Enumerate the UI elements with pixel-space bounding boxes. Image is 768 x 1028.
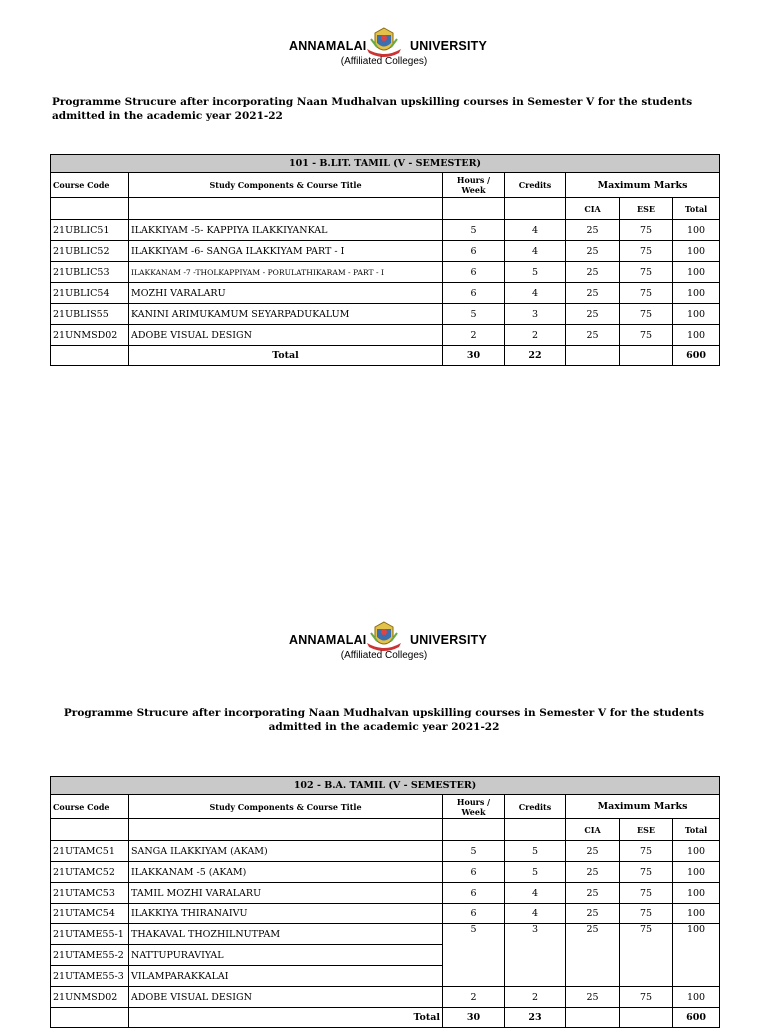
university-emblem-icon — [365, 619, 403, 653]
header-course-title: Study Components & Course Title — [129, 173, 443, 198]
total-blank — [51, 1008, 129, 1028]
affiliated-colleges-label: (Affiliated Colleges) — [340, 650, 428, 661]
header-credits: Credits — [505, 795, 566, 819]
course-cia: 25 — [566, 241, 620, 262]
subheader-blank — [129, 198, 443, 220]
course-code: 21UTAMC54 — [51, 904, 129, 924]
course-hours: 6 — [443, 283, 505, 304]
course-table-1 — [50, 154, 720, 366]
course-credits: 5 — [505, 841, 566, 862]
course-title: ILAKKIYA THIRANAIVU — [129, 904, 443, 924]
header-ese: ESE — [620, 819, 673, 841]
course-cia: 25 — [566, 987, 620, 1008]
table-row — [51, 304, 720, 325]
course-code: 21UNMSD02 — [51, 987, 129, 1008]
course-code: 21UNMSD02 — [51, 325, 129, 346]
course-code: 21UTAME55-3 — [51, 966, 129, 987]
total-blank — [566, 1008, 620, 1028]
total-blank — [620, 1008, 673, 1028]
course-total: 100 — [673, 904, 720, 924]
table-row — [51, 841, 720, 862]
course-hours: 2 — [443, 325, 505, 346]
header-course-code: Course Code — [51, 795, 129, 819]
university-name-right: UNIVERSITY — [410, 39, 488, 53]
course-title: VILAMPARAKKALAI — [129, 966, 443, 987]
course-credits: 5 — [505, 262, 566, 283]
course-title: ILAKKIYAM -5- KAPPIYA ILAKKIYANKAL — [129, 220, 443, 241]
header-course-code: Course Code — [51, 173, 129, 198]
table-row-elective — [51, 924, 720, 945]
header-course-title: Study Components & Course Title — [129, 795, 443, 819]
course-ese: 75 — [620, 241, 673, 262]
header-hours: Hours / Week — [443, 795, 505, 819]
elective-total: 100 — [673, 924, 720, 987]
course-title: KANINI ARIMUKAMUM SEYARPADUKALUM — [129, 304, 443, 325]
elective-hours: 5 — [443, 924, 505, 987]
course-total: 100 — [673, 883, 720, 904]
course-hours: 6 — [443, 241, 505, 262]
elective-cia: 25 — [566, 924, 620, 987]
course-code: 21UBLIC54 — [51, 283, 129, 304]
course-hours: 5 — [443, 304, 505, 325]
total-credits: 22 — [505, 346, 566, 366]
course-hours: 5 — [443, 841, 505, 862]
header-maximum-marks: Maximum Marks — [566, 173, 720, 198]
course-cia: 25 — [566, 904, 620, 924]
subheader-blank — [129, 819, 443, 841]
course-credits: 2 — [505, 325, 566, 346]
subheader-blank — [51, 819, 129, 841]
total-credits: 23 — [505, 1008, 566, 1028]
course-credits: 5 — [505, 862, 566, 883]
table-header-row — [51, 795, 720, 819]
course-total: 100 — [673, 220, 720, 241]
course-credits: 4 — [505, 241, 566, 262]
course-total: 100 — [673, 283, 720, 304]
course-title: MOZHI VARALARU — [129, 283, 443, 304]
course-ese: 75 — [620, 325, 673, 346]
course-ese: 75 — [620, 283, 673, 304]
course-cia: 25 — [566, 325, 620, 346]
course-title: THAKAVAL THOZHILNUTPAM — [129, 924, 443, 945]
course-code: 21UTAMC53 — [51, 883, 129, 904]
total-blank — [51, 346, 129, 366]
course-cia: 25 — [566, 283, 620, 304]
subheader-blank — [51, 198, 129, 220]
university-name-left: ANNAMALAI — [289, 39, 367, 53]
course-cia: 25 — [566, 841, 620, 862]
course-title: ADOBE VISUAL DESIGN — [129, 987, 443, 1008]
course-total: 100 — [673, 841, 720, 862]
table-row — [51, 883, 720, 904]
programme-intro: Programme Strucure after incorporating Naan Mudhalvan upskilling courses in Semester V for the students admitted in the academic year 2021-22 — [52, 96, 693, 122]
table-row — [51, 262, 720, 283]
course-hours: 2 — [443, 987, 505, 1008]
total-hours: 30 — [443, 1008, 505, 1028]
table-title: 102 - B.A. TAMIL (V - SEMESTER) — [51, 777, 720, 795]
university-name-left: ANNAMALAI — [289, 633, 367, 647]
total-label: Total — [129, 346, 443, 366]
course-total: 100 — [673, 241, 720, 262]
course-total: 100 — [673, 987, 720, 1008]
course-hours: 6 — [443, 883, 505, 904]
header-maximum-marks: Maximum Marks — [566, 795, 720, 819]
course-code: 21UTAME55-1 — [51, 924, 129, 945]
course-code: 21UBLIC53 — [51, 262, 129, 283]
programme-intro: Programme Strucure after incorporating Naan Mudhalvan upskilling courses in Semester V for the students admitted in the academic year 2021-22 — [63, 707, 705, 733]
course-total: 100 — [673, 862, 720, 883]
total-marks: 600 — [673, 346, 720, 366]
total-blank — [566, 346, 620, 366]
course-title: ILAKKANAM -5 (AKAM) — [129, 862, 443, 883]
course-code: 21UTAMC52 — [51, 862, 129, 883]
course-code: 21UBLIS55 — [51, 304, 129, 325]
header-total: Total — [673, 198, 720, 220]
course-cia: 25 — [566, 220, 620, 241]
table-total-row — [51, 346, 720, 366]
table-row — [51, 325, 720, 346]
course-ese: 75 — [620, 862, 673, 883]
table-row — [51, 283, 720, 304]
table-subheader-row — [51, 198, 720, 220]
course-total: 100 — [673, 325, 720, 346]
course-credits: 2 — [505, 987, 566, 1008]
total-label: Total — [129, 1008, 443, 1028]
course-ese: 75 — [620, 262, 673, 283]
course-ese: 75 — [620, 220, 673, 241]
header-credits: Credits — [505, 173, 566, 198]
table-subheader-row — [51, 819, 720, 841]
course-title: SANGA ILAKKIYAM (AKAM) — [129, 841, 443, 862]
course-title: TAMIL MOZHI VARALARU — [129, 883, 443, 904]
course-code: 21UTAMC51 — [51, 841, 129, 862]
course-ese: 75 — [620, 304, 673, 325]
header-total: Total — [673, 819, 720, 841]
university-emblem-icon — [365, 25, 403, 59]
course-ese: 75 — [620, 841, 673, 862]
table-total-row — [51, 1008, 720, 1028]
course-total: 100 — [673, 262, 720, 283]
table-row — [51, 862, 720, 883]
course-code: 21UBLIC51 — [51, 220, 129, 241]
total-hours: 30 — [443, 346, 505, 366]
table-title-row — [51, 155, 720, 173]
table-title: 101 - B.LIT. TAMIL (V - SEMESTER) — [51, 155, 720, 173]
course-hours: 6 — [443, 904, 505, 924]
subheader-blank — [505, 198, 566, 220]
course-cia: 25 — [566, 304, 620, 325]
subheader-blank — [505, 819, 566, 841]
course-title: ADOBE VISUAL DESIGN — [129, 325, 443, 346]
subheader-blank — [443, 198, 505, 220]
course-code: 21UTAME55-2 — [51, 945, 129, 966]
course-credits: 4 — [505, 283, 566, 304]
elective-credits: 3 — [505, 924, 566, 987]
table-header-row — [51, 173, 720, 198]
course-title: ILAKKIYAM -6- SANGA ILAKKIYAM PART - I — [129, 241, 443, 262]
course-credits: 4 — [505, 883, 566, 904]
course-ese: 75 — [620, 883, 673, 904]
course-cia: 25 — [566, 862, 620, 883]
header-cia: CIA — [566, 819, 620, 841]
table-row — [51, 987, 720, 1008]
elective-ese: 75 — [620, 924, 673, 987]
course-hours: 6 — [443, 262, 505, 283]
table-row — [51, 220, 720, 241]
total-marks: 600 — [673, 1008, 720, 1028]
table-row — [51, 241, 720, 262]
course-total: 100 — [673, 304, 720, 325]
table-title-row — [51, 777, 720, 795]
course-table-2 — [50, 776, 720, 1028]
course-cia: 25 — [566, 262, 620, 283]
course-title: ILAKKANAM -7 -THOLKAPPIYAM - PORULATHIKARAM - PART - I — [129, 262, 443, 283]
university-name-right: UNIVERSITY — [410, 633, 488, 647]
total-blank — [620, 346, 673, 366]
table-row — [51, 904, 720, 924]
course-title: NATTUPURAVIYAL — [129, 945, 443, 966]
affiliated-colleges-label: (Affiliated Colleges) — [340, 56, 428, 67]
course-cia: 25 — [566, 883, 620, 904]
course-hours: 5 — [443, 220, 505, 241]
subheader-blank — [443, 819, 505, 841]
course-ese: 75 — [620, 987, 673, 1008]
course-hours: 6 — [443, 862, 505, 883]
course-credits: 4 — [505, 904, 566, 924]
course-credits: 3 — [505, 304, 566, 325]
header-ese: ESE — [620, 198, 673, 220]
course-ese: 75 — [620, 904, 673, 924]
header-cia: CIA — [566, 198, 620, 220]
header-hours: Hours / Week — [443, 173, 505, 198]
course-code: 21UBLIC52 — [51, 241, 129, 262]
course-credits: 4 — [505, 220, 566, 241]
